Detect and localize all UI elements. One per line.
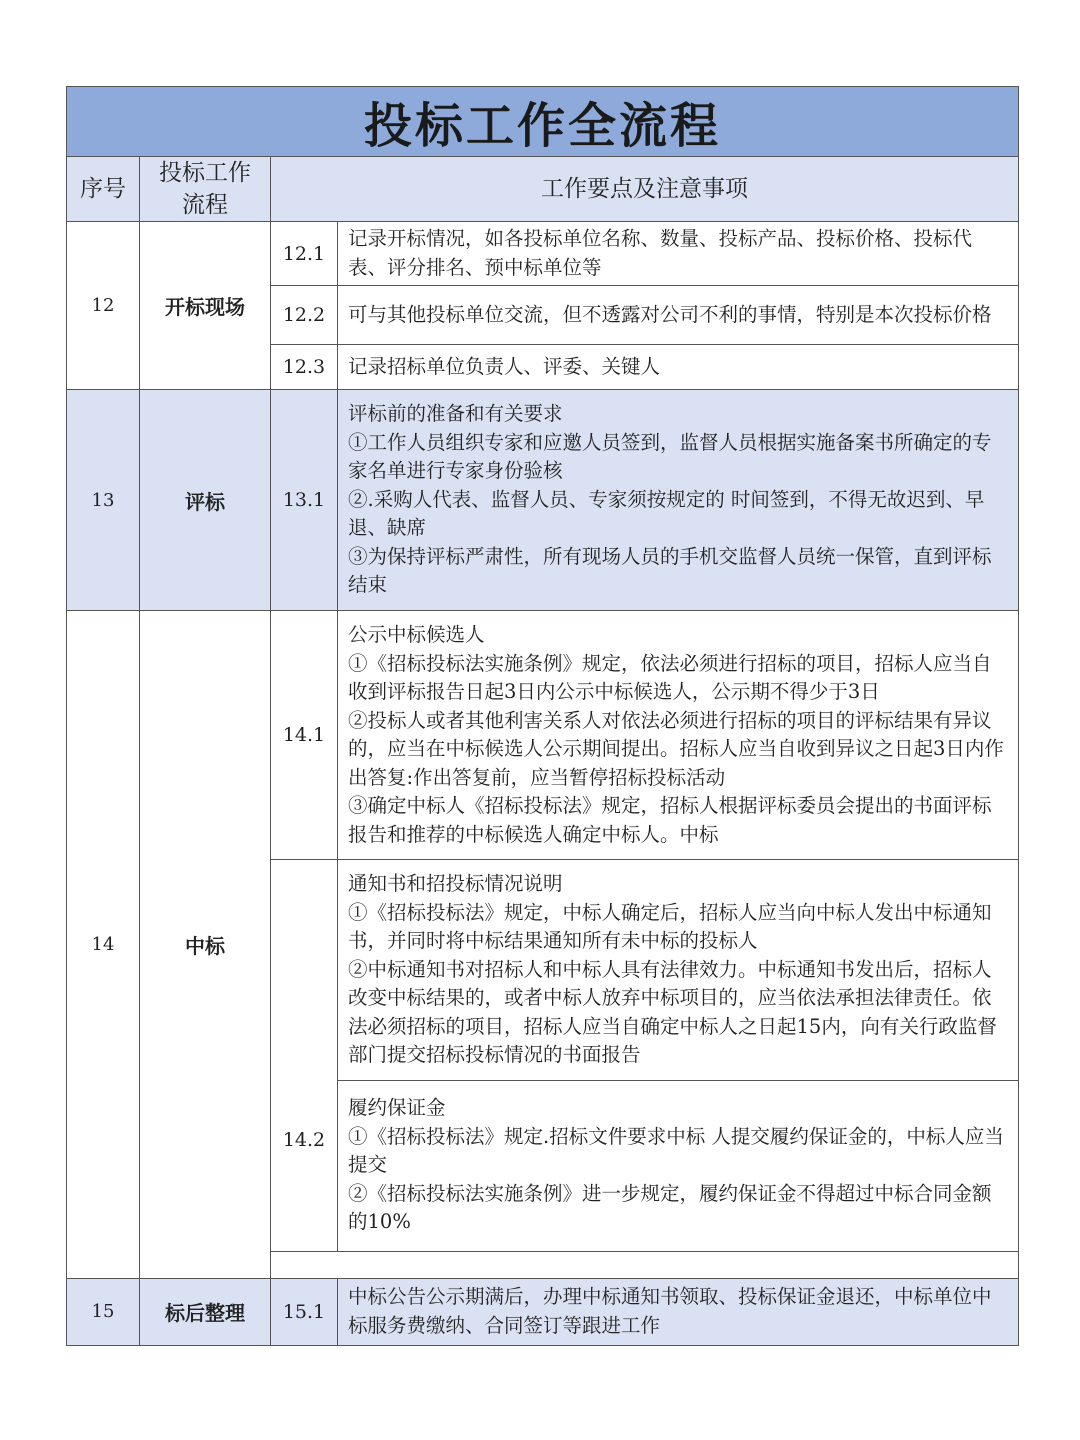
text-line: 公示中标候选人 [348,623,485,646]
table-row [67,611,1019,860]
text-line: ①《招标投标法实施条例》规定，依法必须进行招标的项目，招标人应当自收到评标报告日起3日内公示中标候选人，公示期不得少于3日 [348,651,992,703]
sub-number: 12.1 [271,222,338,286]
text-line: 评标前的准备和有关要求 [348,402,563,426]
text-line: ②中标通知书对招标人和中标人具有法律效力。中标通知书发出后，招标人改变中标结果的，或者中标人放弃中标项目的，应当依法承担法律责任。依法必须招标的项目，招标人应当自确定中标人之日起15内，向有关行政监督部门提交招标投标情况的书面报告 [348,957,997,1066]
sub-text [338,860,1019,1081]
header-stage-line2: 流程 [182,192,228,218]
row-seq: 14 [67,611,140,1279]
text-line: 通知书和招投标情况说明 [348,872,563,895]
table-row [67,1278,1019,1345]
text-line: 履约保证金 [348,1096,446,1120]
table-row [67,390,1019,611]
sub-text: 记录开标情况，如各投标单位名称、数量、投标产品、投标价格、投标代表、评分排名、预中标单位等 [338,222,1019,286]
sub-number: 15.1 [271,1278,338,1345]
sub-text [338,1080,1019,1251]
sub-number: 12.2 [271,286,338,345]
text-line: ①《招标投标法》规定，中标人确定后，招标人应当向中标人发出中标通知书，并同时将中标结果通知所有未中标的投标人 [348,900,992,952]
row-seq: 15 [67,1278,140,1345]
row-stage: 评标 [140,390,271,611]
sub-number: 13.1 [271,390,338,611]
title-row [67,87,1019,157]
header-stage-line1: 投标工作 [159,160,251,186]
row-stage: 标后整理 [140,1278,271,1345]
header-row [67,157,1019,222]
text-line: ②投标人或者其他利害关系人对依法必须进行招标的项目的评标结果有异议的，应当在中标候选人公示期间提出。招标人应当自收到异议之日起3日内作出答复:作出答复前，应当暂停招标投标活动 [348,708,1004,789]
text-line: ③为保持评标严肃性，所有现场人员的手机交监督人员统一保管，直到评标结束 [348,544,992,597]
text-line: ①工作人员组织专家和应邀人员签到，监督人员根据实施备案书所确定的专家名单进行专家身份验核 [348,430,992,483]
sub-text: 中标公告公示期满后，办理中标通知书领取、投标保证金退还，中标单位中标服务费缴纳、合同签订等跟进工作 [338,1278,1019,1345]
table-row [67,222,1019,286]
sub-text: 记录招标单位负责人、评委、关键人 [338,345,1019,390]
sub-text [338,611,1019,860]
row-stage: 开标现场 [140,222,271,390]
sub-text [338,390,1019,611]
text-line: ②.采购人代表、监督人员、专家须按规定的 时间签到，不得无故迟到、早退、缺席 [348,487,985,540]
row-seq: 12 [67,222,140,390]
row-stage: 中标 [140,611,271,1279]
process-table [66,86,1019,1346]
header-stage [140,157,271,222]
sub-number: 12.3 [271,345,338,390]
text-line: ②《招标投标法实施条例》进一步规定，履约保证金不得超过中标合同金额的10% [348,1181,992,1234]
header-seq: 序号 [67,157,140,222]
blank-cell [271,1251,1019,1278]
table-title: 投标工作全流程 [67,87,1019,157]
sub-text: 可与其他投标单位交流，但不透露对公司不利的事情，特别是本次投标价格 [338,286,1019,345]
header-points: 工作要点及注意事项 [271,157,1019,222]
text-line: ①《招标投标法》规定.招标文件要求中标 人提交履约保证金的，中标人应当提交 [348,1124,1004,1177]
sub-number: 14.1 [271,611,338,860]
text-line: ③确定中标人《招标投标法》规定，招标人根据评标委员会提出的书面评标报告和推荐的中标候选人确定中标人。中标 [348,794,992,846]
row-seq: 13 [67,390,140,611]
sub-number: 14.2 [271,860,338,1252]
